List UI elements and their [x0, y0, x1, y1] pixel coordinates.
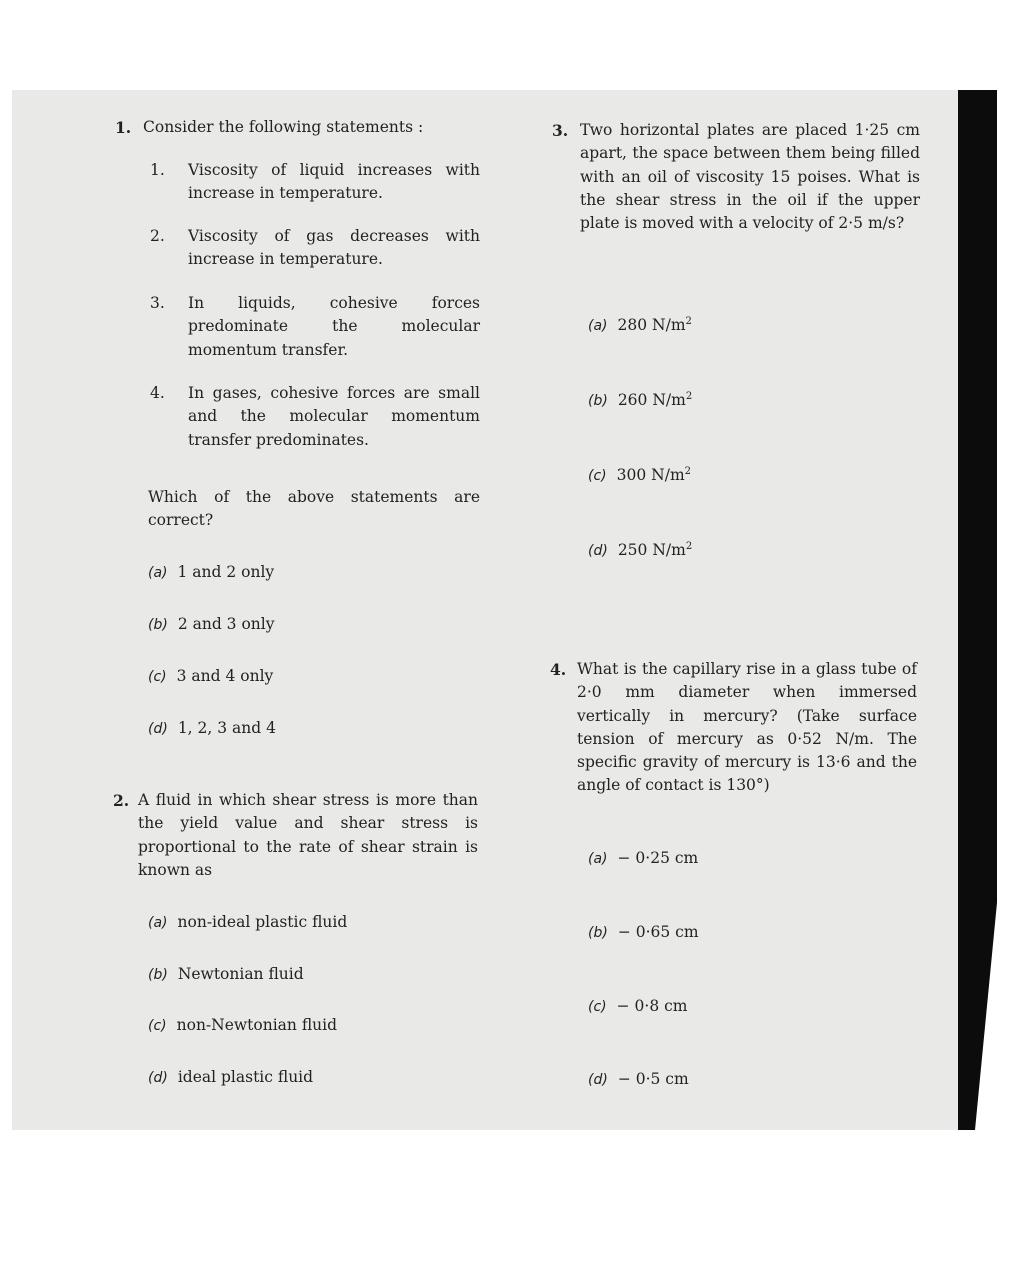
option-b: [148, 613, 275, 637]
option-b: [588, 921, 699, 945]
option-text: 2 and 3 only: [177, 615, 275, 633]
option-text: 300: [616, 466, 647, 485]
option-label: (d): [588, 543, 608, 560]
unit-exponent: 2: [685, 316, 692, 327]
option-text: 280: [617, 316, 648, 335]
option-text: non-ideal plastic fluid: [177, 913, 348, 931]
option-b: [588, 385, 692, 413]
option-label: (b): [148, 617, 168, 633]
statement-number: 4.: [150, 384, 165, 402]
option-text: 1, 2, 3 and 4: [177, 719, 276, 737]
option-c: [588, 460, 691, 488]
statement-text: Viscosity of gas decreases with increase in temperature.: [188, 227, 480, 269]
option-a: [588, 310, 692, 338]
option-b: [148, 963, 304, 987]
question-number: 1.: [115, 118, 132, 137]
option-label: (b): [148, 967, 168, 983]
option-text: 250: [617, 541, 648, 560]
option-label: (c): [148, 1018, 167, 1034]
option-d: [148, 717, 276, 741]
option-a: [588, 847, 698, 871]
option-text: 1 and 2 only: [177, 563, 275, 581]
option-label: (a): [148, 915, 168, 931]
option-text: − 0·8 cm: [616, 997, 688, 1015]
option-c: [148, 1014, 337, 1038]
unit-exponent: 2: [685, 541, 693, 552]
option-label: (c): [588, 999, 607, 1015]
option-d: [588, 1068, 689, 1092]
question-number: 2.: [113, 791, 130, 810]
statement-number: 3.: [150, 294, 165, 312]
unit: N/m: [652, 391, 686, 410]
option-label: (b): [588, 393, 608, 410]
question-number: 4.: [550, 660, 567, 679]
question-stem: Consider the following statements :: [143, 118, 424, 136]
option-c: [148, 665, 273, 689]
unit-exponent: 2: [685, 391, 693, 402]
statement-number: 2.: [150, 227, 165, 245]
option-label: (a): [588, 318, 608, 335]
option-text: 260: [617, 391, 648, 410]
unit-exponent: 2: [684, 466, 692, 477]
option-d: [588, 535, 692, 563]
statement-text: In gases, cohesive forces are small and the molecular momentum transfer predominates.: [188, 384, 480, 449]
option-label: (d): [148, 721, 168, 737]
option-label: (a): [588, 851, 608, 867]
statement-text: Viscosity of liquid increases with increase in temperature.: [188, 161, 480, 203]
question-stem: [138, 789, 478, 882]
option-label: (a): [148, 565, 168, 581]
option-label: (d): [588, 1072, 608, 1088]
option-a: [148, 911, 347, 935]
option-d: [148, 1066, 313, 1090]
question-prompt: Which of the above statements are correct?: [148, 488, 480, 530]
option-text: Newtonian fluid: [177, 965, 304, 983]
option-text: − 0·5 cm: [617, 1070, 689, 1088]
option-label: (c): [148, 669, 167, 685]
unit: N/m: [652, 541, 686, 560]
option-text: 3 and 4 only: [176, 667, 274, 685]
option-text: − 0·65 cm: [617, 923, 699, 941]
option-text: ideal plastic fluid: [177, 1068, 314, 1086]
question-stem: Two horizontal plates are placed 1·25 cm apart, the space between them being filled with an oil of viscosity 15 poises. What is the shear stress in the oil if the upper plate is moved with a velocity of 2·5 m/s?: [580, 121, 920, 233]
option-label: (c): [588, 468, 607, 485]
unit: N/m: [651, 466, 685, 485]
option-label: (d): [148, 1070, 168, 1086]
statement-number: 1.: [150, 161, 165, 179]
statement-text: In liquids, cohesive forces predominate the molecular momentum transfer.: [188, 294, 480, 359]
question-number: 3.: [552, 121, 569, 140]
option-c: [588, 995, 688, 1019]
option-a: [148, 561, 274, 585]
option-label: (b): [588, 925, 608, 941]
unit: N/m: [652, 316, 686, 335]
option-text: − 0·25 cm: [617, 849, 699, 867]
option-text: non-Newtonian fluid: [176, 1016, 338, 1034]
question-stem: What is the capillary rise in a glass tube of 2·0 mm diameter when immersed vertically in mercury? (Take surface tension of mercury as 0·52 N/m. The specific gravity of mercury is 13·6 and the angle of contact is 130°): [577, 660, 917, 795]
question-stem-text: A fluid in which shear stress is more than the yield value and shear stress is proportional to the rate of shear strain is known as: [138, 791, 478, 879]
